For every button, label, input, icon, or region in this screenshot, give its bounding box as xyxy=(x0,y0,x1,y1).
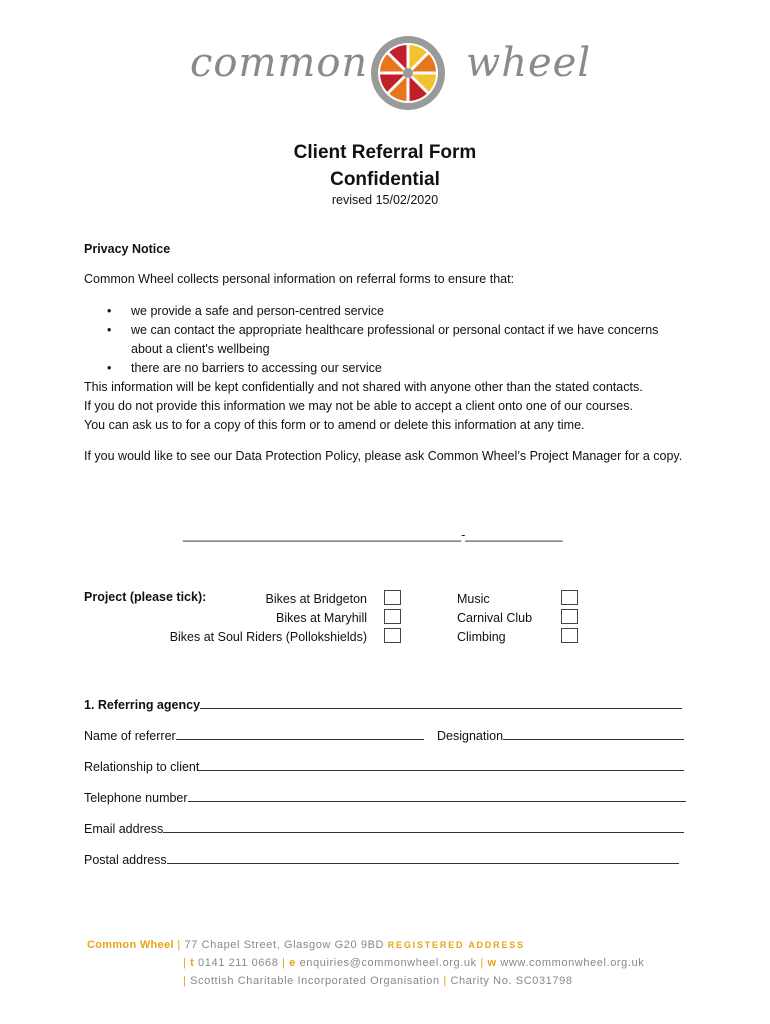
email-field[interactable] xyxy=(163,820,684,833)
postal-row xyxy=(84,851,679,867)
footer-line-2 xyxy=(183,957,644,969)
privacy-bullet: • we can contact the appropriate healthcare professional or personal contact if we have concerns about a client's wellbeing xyxy=(84,321,689,359)
project-option-carnival-club: Carnival Club xyxy=(457,611,533,625)
privacy-bullet: • there are no barriers to accessing our service xyxy=(84,359,689,378)
page-subtitle-confidential: Confidential xyxy=(330,169,440,190)
postal-label: Postal address xyxy=(84,853,167,867)
project-option-music: Music xyxy=(457,592,490,606)
project-option-climbing: Climbing xyxy=(457,630,506,644)
project-options-left xyxy=(150,590,367,647)
project-option-maryhill: Bikes at Maryhill xyxy=(276,611,367,625)
name-of-referrer-row xyxy=(84,727,424,743)
checkbox-carnival-club[interactable] xyxy=(561,609,578,624)
footer-separator: | xyxy=(183,957,187,969)
checkbox-maryhill[interactable] xyxy=(384,609,401,624)
designation-field[interactable] xyxy=(503,727,684,740)
footer-scio: Scottish Charitable Incorporated Organisation xyxy=(190,975,440,987)
relationship-field[interactable] xyxy=(199,758,684,771)
footer-separator: | xyxy=(480,957,484,969)
telephone-field[interactable] xyxy=(188,789,686,802)
footer-charity-number: Charity No. SC031798 xyxy=(450,975,573,987)
page-title: Client Referral Form xyxy=(293,142,477,163)
checkbox-climbing[interactable] xyxy=(561,628,578,643)
footer-separator: | xyxy=(443,975,447,987)
postal-field[interactable] xyxy=(167,851,679,864)
designation-label: Designation xyxy=(437,729,504,743)
footer-t-label: t xyxy=(190,957,195,969)
project-option-soul-riders: Bikes at Soul Riders (Pollokshields) xyxy=(169,630,367,644)
privacy-policy-line: If you would like to see our Data Protection Policy, please ask Common Wheel’s Project Manager for a copy. xyxy=(84,449,683,463)
privacy-line-acceptance: If you do not provide this information we may not be able to accept a client onto one of our courses. xyxy=(84,399,633,413)
checkbox-bridgeton[interactable] xyxy=(384,590,401,605)
footer-email: enquiries@commonwheel.org.uk xyxy=(299,957,477,969)
referring-agency-field[interactable] xyxy=(200,696,682,709)
logo-word-wheel: wheel xyxy=(466,40,592,86)
email-row xyxy=(84,820,684,836)
project-options-right xyxy=(457,590,532,647)
footer-website: www.commonwheel.org.uk xyxy=(500,957,645,969)
footer-separator: | xyxy=(177,939,181,951)
footer-line-3 xyxy=(183,975,573,987)
footer-w-label: w xyxy=(487,957,497,969)
referring-agency-label: 1. Referring agency xyxy=(84,698,201,712)
footer-address: 77 Chapel Street, Glasgow G20 9BD xyxy=(184,939,385,951)
wheel-logo-icon xyxy=(368,33,448,113)
footer-phone: 0141 211 0668 xyxy=(198,957,279,969)
relationship-label: Relationship to client xyxy=(84,760,200,774)
footer-separator: | xyxy=(282,957,286,969)
footer-separator: | xyxy=(183,975,187,987)
checkbox-music[interactable] xyxy=(561,590,578,605)
logo-word-common: common xyxy=(190,40,369,86)
section-divider: ________________________________________-______________ xyxy=(183,528,563,542)
name-of-referrer-field[interactable] xyxy=(176,727,424,740)
telephone-label: Telephone number xyxy=(84,791,188,805)
designation-row xyxy=(437,727,684,743)
checkbox-soul-riders[interactable] xyxy=(384,628,401,643)
privacy-notice-heading: Privacy Notice xyxy=(84,242,171,256)
project-option-bridgeton: Bikes at Bridgeton xyxy=(265,592,367,606)
privacy-intro: Common Wheel collects personal information on referral forms to ensure that: xyxy=(84,272,515,286)
footer-line-1 xyxy=(87,939,525,951)
referring-agency-row xyxy=(84,696,682,712)
privacy-line-amend: You can ask us to for a copy of this form or to amend or delete this information at any time. xyxy=(84,418,585,432)
privacy-bullet-list xyxy=(84,302,689,378)
privacy-bullet: • we provide a safe and person-centred service xyxy=(84,302,689,321)
name-of-referrer-label: Name of referrer xyxy=(84,729,176,743)
footer-org-name: Common Wheel xyxy=(87,939,174,951)
relationship-row xyxy=(84,758,684,774)
revision-date: revised 15/02/2020 xyxy=(331,193,439,207)
email-label: Email address xyxy=(84,822,164,836)
project-label: Project (please tick): xyxy=(84,590,207,604)
telephone-row xyxy=(84,789,686,805)
privacy-line-confidential: This information will be kept confidentially and not shared with anyone other than the stated contacts. xyxy=(84,380,643,394)
footer-registered-label: REGISTERED ADDRESS xyxy=(387,940,525,950)
footer-e-label: e xyxy=(289,957,296,969)
